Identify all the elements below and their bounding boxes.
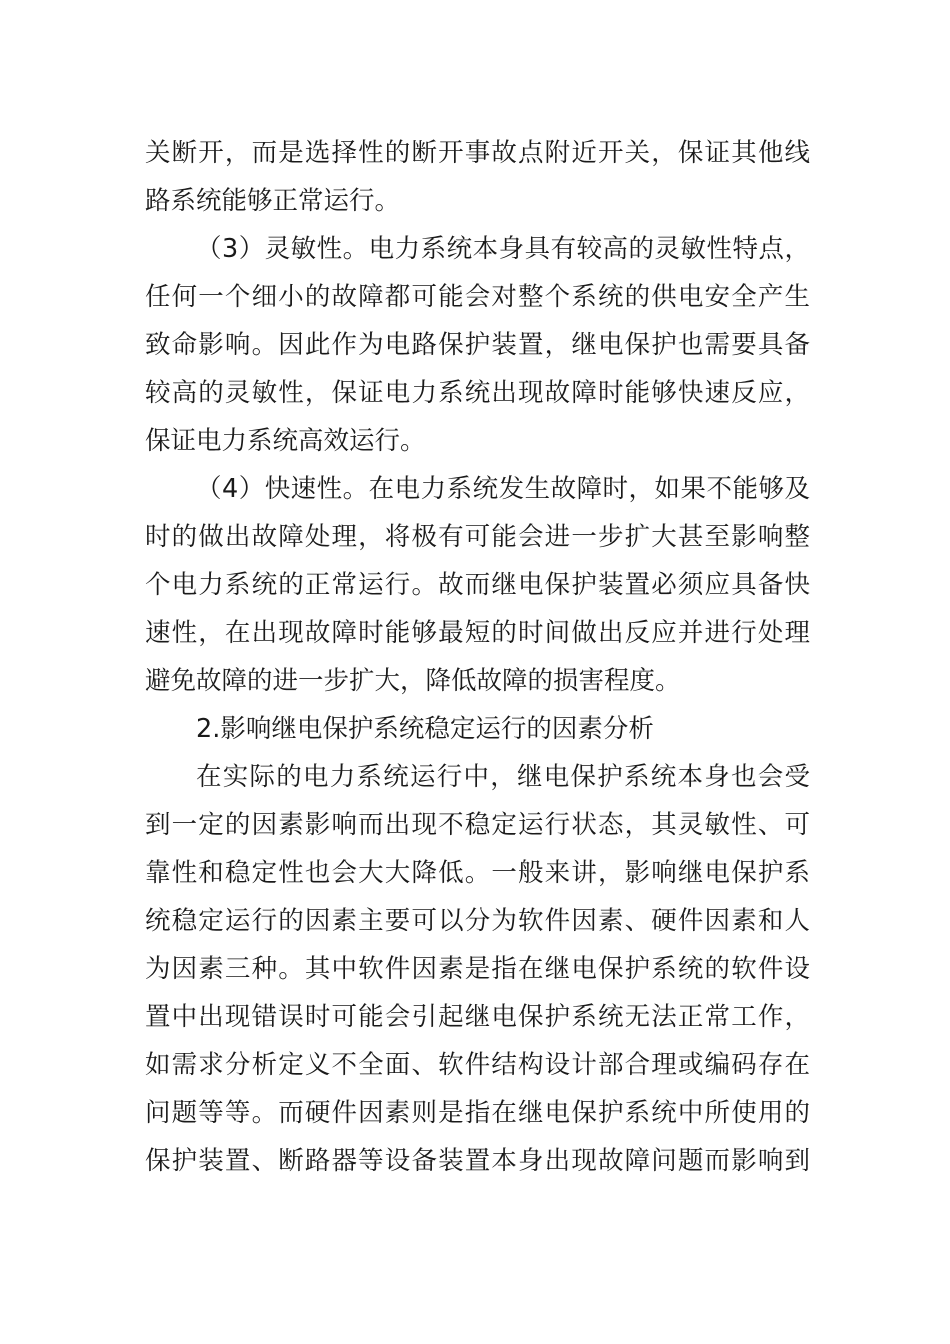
section-heading: 2.影响继电保护系统稳定运行的因素分析 [196, 714, 654, 744]
paragraph-factors-start: 在实际的电力系统运行中，继电保护系统本身也会受 [196, 762, 810, 792]
text-line-22: 保护装置、断路器等设备装置本身出现故障问题而影响到 [145, 1146, 810, 1176]
text-line-11: 速性，在出现故障时能够最短的时间做出反应并进行处理 [145, 618, 810, 648]
text-line-21: 问题等等。而硬件因素则是指在继电保护系统中所使用的 [145, 1098, 810, 1128]
text-line-12: 避免故障的进一步扩大，降低故障的损害程度。 [145, 666, 681, 696]
paragraph-sensitivity-start: （3）灵敏性。电力系统本身具有较高的灵敏性特点， [196, 234, 810, 264]
paragraph-speed-start: （4）快速性。在电力系统发生故障时，如果不能够及 [196, 474, 810, 504]
text-line-4: 任何一个细小的故障都可能会对整个系统的供电安全产生 [145, 282, 810, 312]
text-line-1: 关断开，而是选择性的断开事故点附近开关，保证其他线 [145, 138, 810, 168]
text-line-20: 如需求分析定义不全面、软件结构设计部合理或编码存在 [145, 1050, 810, 1080]
text-line-15: 到一定的因素影响而出现不稳定运行状态，其灵敏性、可 [145, 810, 810, 840]
text-line-5: 致命影响。因此作为电路保护装置，继电保护也需要具备 [145, 330, 810, 360]
text-line-19: 置中出现错误时可能会引起继电保护系统无法正常工作， [145, 1002, 810, 1032]
text-line-10: 个电力系统的正常运行。故而继电保护装置必须应具备快 [145, 570, 810, 600]
text-line-9: 时的做出故障处理，将极有可能会进一步扩大甚至影响整 [145, 522, 810, 552]
text-line-7: 保证电力系统高效运行。 [145, 426, 426, 456]
text-line-16: 靠性和稳定性也会大大降低。一般来讲，影响继电保护系 [145, 858, 810, 888]
text-line-6: 较高的灵敏性，保证电力系统出现故障时能够快速反应， [145, 378, 810, 408]
text-line-17: 统稳定运行的因素主要可以分为软件因素、硬件因素和人 [145, 906, 810, 936]
text-line-2: 路系统能够正常运行。 [145, 186, 401, 216]
text-line-18: 为因素三种。其中软件因素是指在继电保护系统的软件设 [145, 954, 810, 984]
